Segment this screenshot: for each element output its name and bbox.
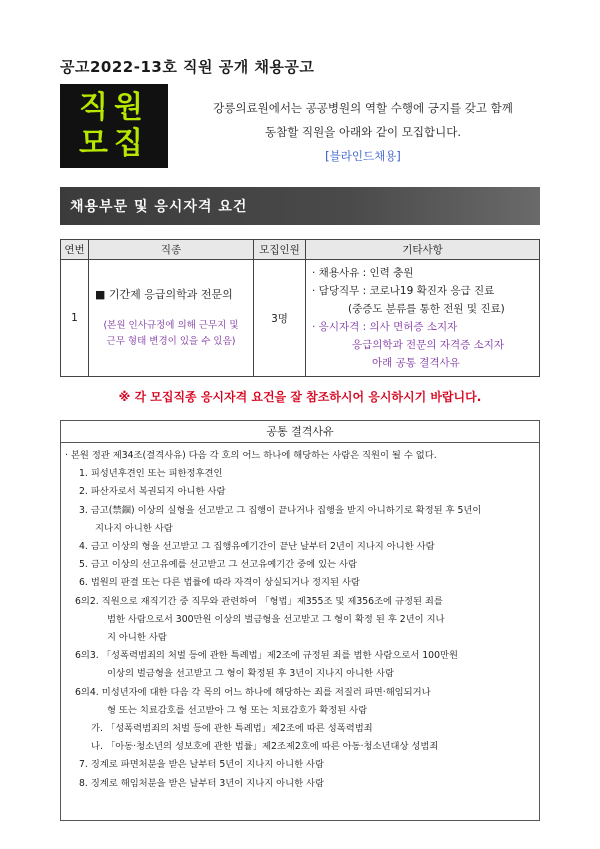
etc-line: 응급의학과 전문의 자격증 소지자	[352, 339, 505, 351]
row-kind-note-2: 근무 형태 변경이 있을 수 있음)	[106, 336, 236, 347]
etc-line: 아래 공통 결격사유	[372, 357, 460, 369]
notice-warning: ※ 각 모집직종 응시자격 요건을 잘 참조하시어 응시하시기 바랍니다.	[118, 390, 482, 404]
list-item: 6의4. 미성년자에 대한 다음 각 목의 어느 하나에 해당하는 죄를 저질러 파면·해임되거나	[75, 686, 431, 698]
disqualification-title: 공통 결격사유	[61, 421, 539, 443]
list-item: 3. 금고(禁錮) 이상의 실형을 선고받고 그 집행이 끝나거나 집행을 받지 아니하기로 확정된 후 5년이	[79, 504, 482, 516]
list-item: 4. 금고 이상의 형을 선고받고 그 집행유예기간이 끝난 날부터 2년이 지나지 아니한 사람	[79, 541, 435, 553]
intro-line-1: 강릉의료원에서는 공공병원의 역할 수행에 긍지를 갖고 함께	[213, 101, 513, 115]
notice-title: 공고2022-13호 직원 공개 채용공고	[60, 58, 315, 76]
row-kind-note-1: (본원 인사규정에 의해 근무지 및	[103, 320, 239, 331]
list-item: 지나지 아니한 사람	[95, 522, 173, 534]
list-item: 가. 「성폭력범죄의 처벌 등에 관한 특례법」제2조에 따른 성폭력범죄	[91, 723, 373, 735]
intro-line-2: 동참할 직원을 아래와 같이 모집합니다.	[264, 125, 462, 139]
section-title: 채용부문 및 응시자격 요건	[70, 199, 248, 215]
row-kind-cell	[89, 260, 254, 377]
list-item: 8. 징계로 해임처분을 받은 날부터 3년이 지나지 아니한 사람	[79, 777, 324, 789]
list-item: 7. 징계로 파면처분을 받은 날부터 5년이 지나지 아니한 사람	[79, 759, 324, 771]
list-item: 범한 사람으로서 300만원 이상의 벌금형을 선고받고 그 형이 확정 된 후 2년이 지나	[107, 613, 445, 625]
etc-line: · 응시자격 : 의사 면허증 소지자	[312, 321, 458, 333]
row-count: 3명	[254, 260, 306, 377]
list-item: 6의3. 「성폭력범죄의 처벌 등에 관한 특례법」제2조에 규정된 죄를 범한 사람으로서 100만원	[75, 650, 458, 662]
header-etc: 기타사항	[306, 240, 540, 260]
logo-line-1: 직원	[79, 90, 149, 125]
list-item: 6의2. 직원으로 재직기간 중 직무와 관련하여 「형법」제355조 및 제356조에 규정된 죄를	[75, 595, 443, 607]
list-item: 나. 「아동·청소년의 성보호에 관한 법률」제2조제2호에 따른 아동·청소년대상 성범죄	[91, 741, 439, 753]
etc-line: · 담당직무 : 코로나19 확진자 응급 진료	[312, 285, 495, 297]
row-kind: ■ 기간제 응급의학과 전문의	[95, 288, 233, 301]
list-item: 1. 피성년후견인 또는 피한정후견인	[79, 468, 223, 480]
logo-line-2: 모집	[79, 126, 149, 161]
header-no: 연번	[61, 240, 89, 260]
disqualification-intro: · 본원 정관 제34조(결격사유) 다음 각 호의 어느 하나에 해당하는 사람은 직원이 될 수 없다.	[65, 450, 437, 461]
disqualification-box	[60, 420, 540, 821]
header-kind: 직종	[89, 240, 254, 260]
row-etc-cell	[306, 260, 540, 377]
list-item: 6. 법원의 판결 또는 다른 법률에 따라 자격이 상실되거나 정지된 사람	[79, 577, 360, 589]
list-item: 지 아니한 사람	[107, 632, 167, 644]
table-row	[61, 260, 540, 377]
blind-hiring-label: [블라인드채용]	[325, 149, 401, 163]
list-item: 형 또는 치료감호를 선고받아 그 형 또는 치료감호가 확정된 사람	[107, 704, 368, 716]
disqualification-body	[61, 443, 539, 793]
list-item: 이상의 벌금형을 선고받고 그 형이 확정된 후 3년이 지나지 아니한 사람	[107, 668, 394, 680]
recruitment-table	[60, 239, 540, 377]
table-header-row	[61, 240, 540, 260]
header-count: 모집인원	[254, 240, 306, 260]
recruitment-logo	[60, 84, 168, 168]
section-header	[60, 187, 540, 225]
list-item: 2. 파산자로서 복권되지 아니한 사람	[79, 486, 226, 498]
intro-text	[178, 96, 548, 168]
list-item: 5. 금고 이상의 선고유예를 선고받고 그 선고유예기간 중에 있는 사람	[79, 559, 357, 571]
etc-line: (중증도 분류를 통한 전원 및 진료)	[348, 303, 505, 315]
etc-line: · 채용사유 : 인력 충원	[312, 267, 414, 279]
row-no: 1	[61, 260, 89, 377]
